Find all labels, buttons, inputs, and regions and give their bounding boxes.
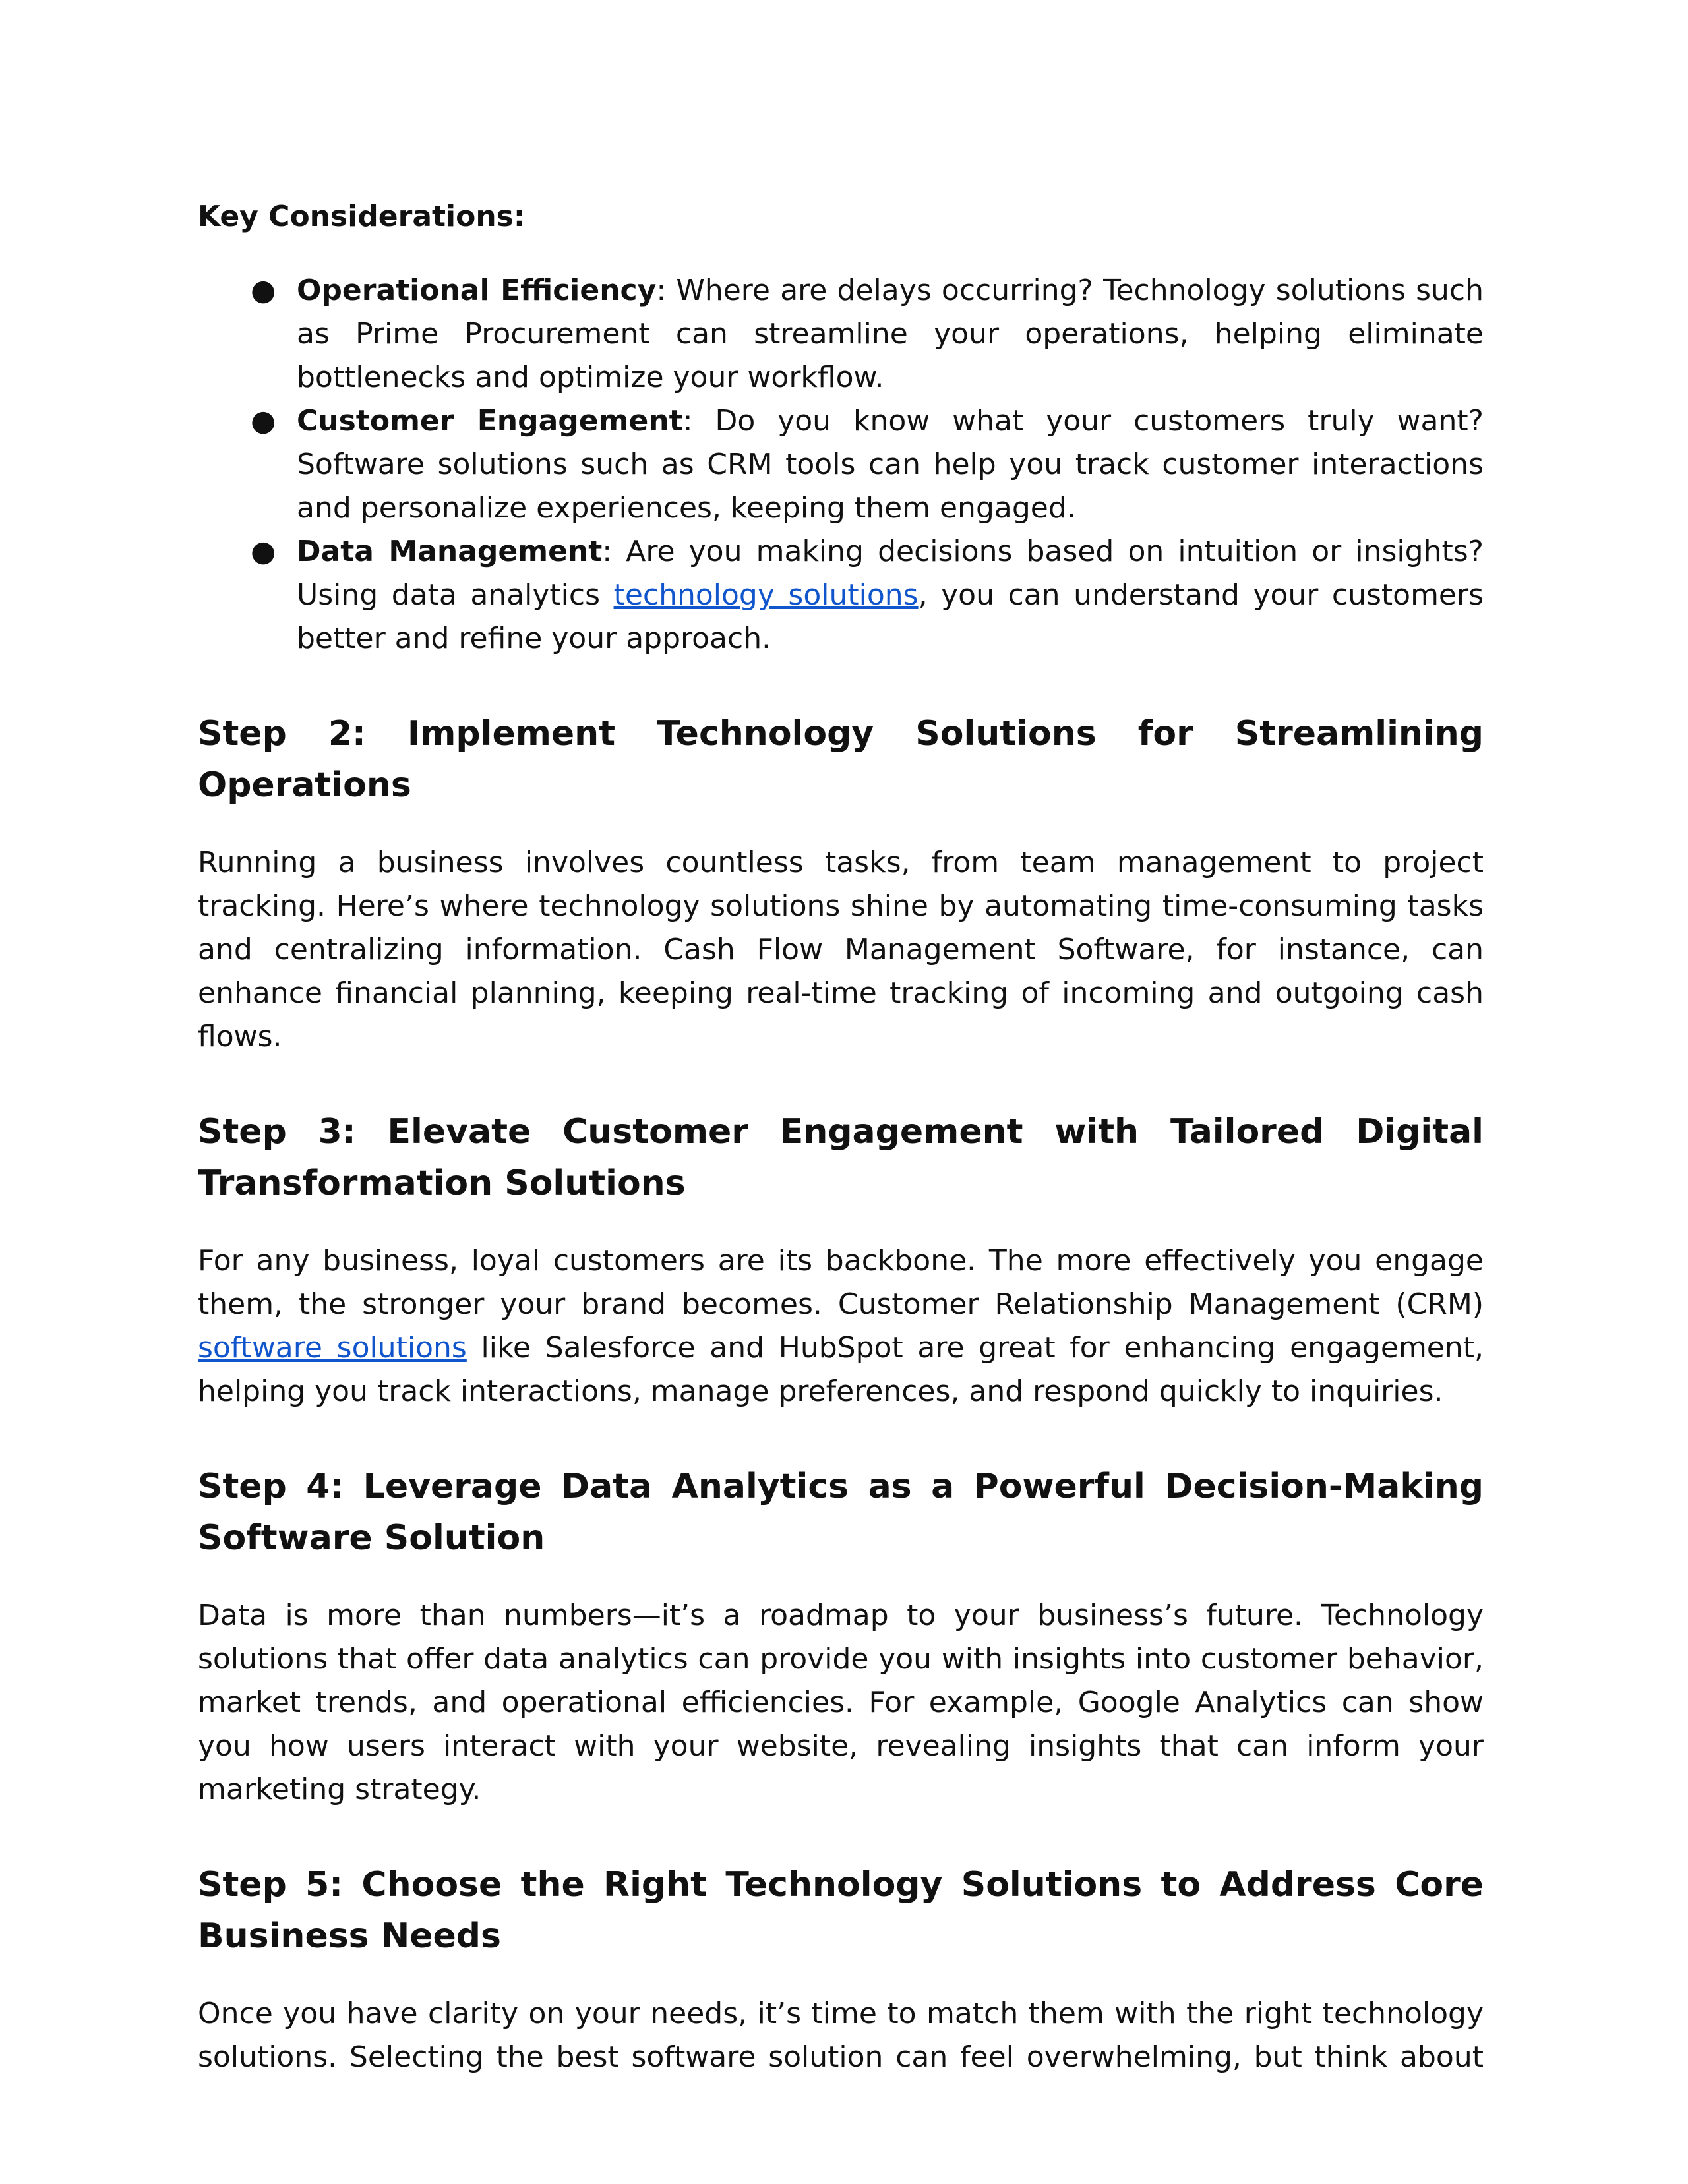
list-item xyxy=(198,530,1484,661)
step-4-heading: Step 4: Leverage Data Analytics as a Powerful Decision-Making Software Solution xyxy=(198,1467,1484,1558)
list-item xyxy=(198,269,1484,399)
software-solutions-link[interactable]: software solutions xyxy=(198,1331,467,1365)
bullet-icon: ● xyxy=(251,404,276,438)
list-item xyxy=(198,399,1484,530)
step-3-heading: Step 3: Elevate Customer Engagement with Tailored Digital Transformation Solutions xyxy=(198,1112,1484,1203)
step-5-body: Once you have clarity on your needs, it’s time to match them with the right technology solutions. Selecting the best software solution can feel overwhelming, but think about xyxy=(198,1997,1484,2074)
step-3-body-text: like Salesforce and HubSpot are great for enhancing engagement, helping you track interactions, manage preferences, and respond quickly to inquiries. xyxy=(198,1331,1484,1408)
list-item-term: Customer Engagement xyxy=(297,404,683,438)
key-considerations-title: Key Considerations: xyxy=(198,200,526,233)
step-3-body xyxy=(198,1239,1484,1413)
list-item-text: , you can understand your customers better and refine your approach. xyxy=(297,578,1484,655)
list-item-term: Data Management xyxy=(297,535,603,568)
list-item-text: : Where are delays occurring? Technology solutions such as Prime Procurement can streamline your operations, helping eliminate bottlenecks and optimize your workflow. xyxy=(297,274,1484,394)
list-item-term: Operational Efficiency xyxy=(297,274,657,307)
bullet-icon: ● xyxy=(251,274,276,307)
step-4-body: Data is more than numbers—it’s a roadmap to your business’s future. Technology solutions that offer data analytics can provide you with insights into customer behavior, market trends, and operational efficiencies. For example, Google Analytics can show you how users interact with your website, revealing insights that can inform your marketing strategy. xyxy=(198,1599,1484,1806)
bullet-icon: ● xyxy=(251,535,276,568)
step-2-body: Running a business involves countless tasks, from team management to project tracking. Here’s where technology solutions shine by automating time-consuming tasks and centralizing information. Cash Flow Management Software, for instance, can enhance financial planning, keeping real-time tracking of incoming and outgoing cash flows. xyxy=(198,846,1484,1053)
step-3-body-text: For any business, loyal customers are its backbone. The more effectively you engage them, the stronger your brand becomes. Customer Relationship Management (CRM) xyxy=(198,1244,1484,1321)
document-page xyxy=(198,195,1484,2079)
list-item-text: : Are you making decisions based on intuition or insights? Using data analytics xyxy=(297,535,1484,612)
step-5-heading: Step 5: Choose the Right Technology Solutions to Address Core Business Needs xyxy=(198,1865,1484,1956)
key-considerations-list xyxy=(198,269,1484,661)
technology-solutions-link[interactable]: technology solutions xyxy=(613,578,919,612)
step-2-heading: Step 2: Implement Technology Solutions for Streamlining Operations xyxy=(198,714,1484,805)
list-item-text: : Do you know what your customers truly want? Software solutions such as CRM tools can help you track customer interactions and personalize experiences, keeping them engaged. xyxy=(297,404,1484,525)
